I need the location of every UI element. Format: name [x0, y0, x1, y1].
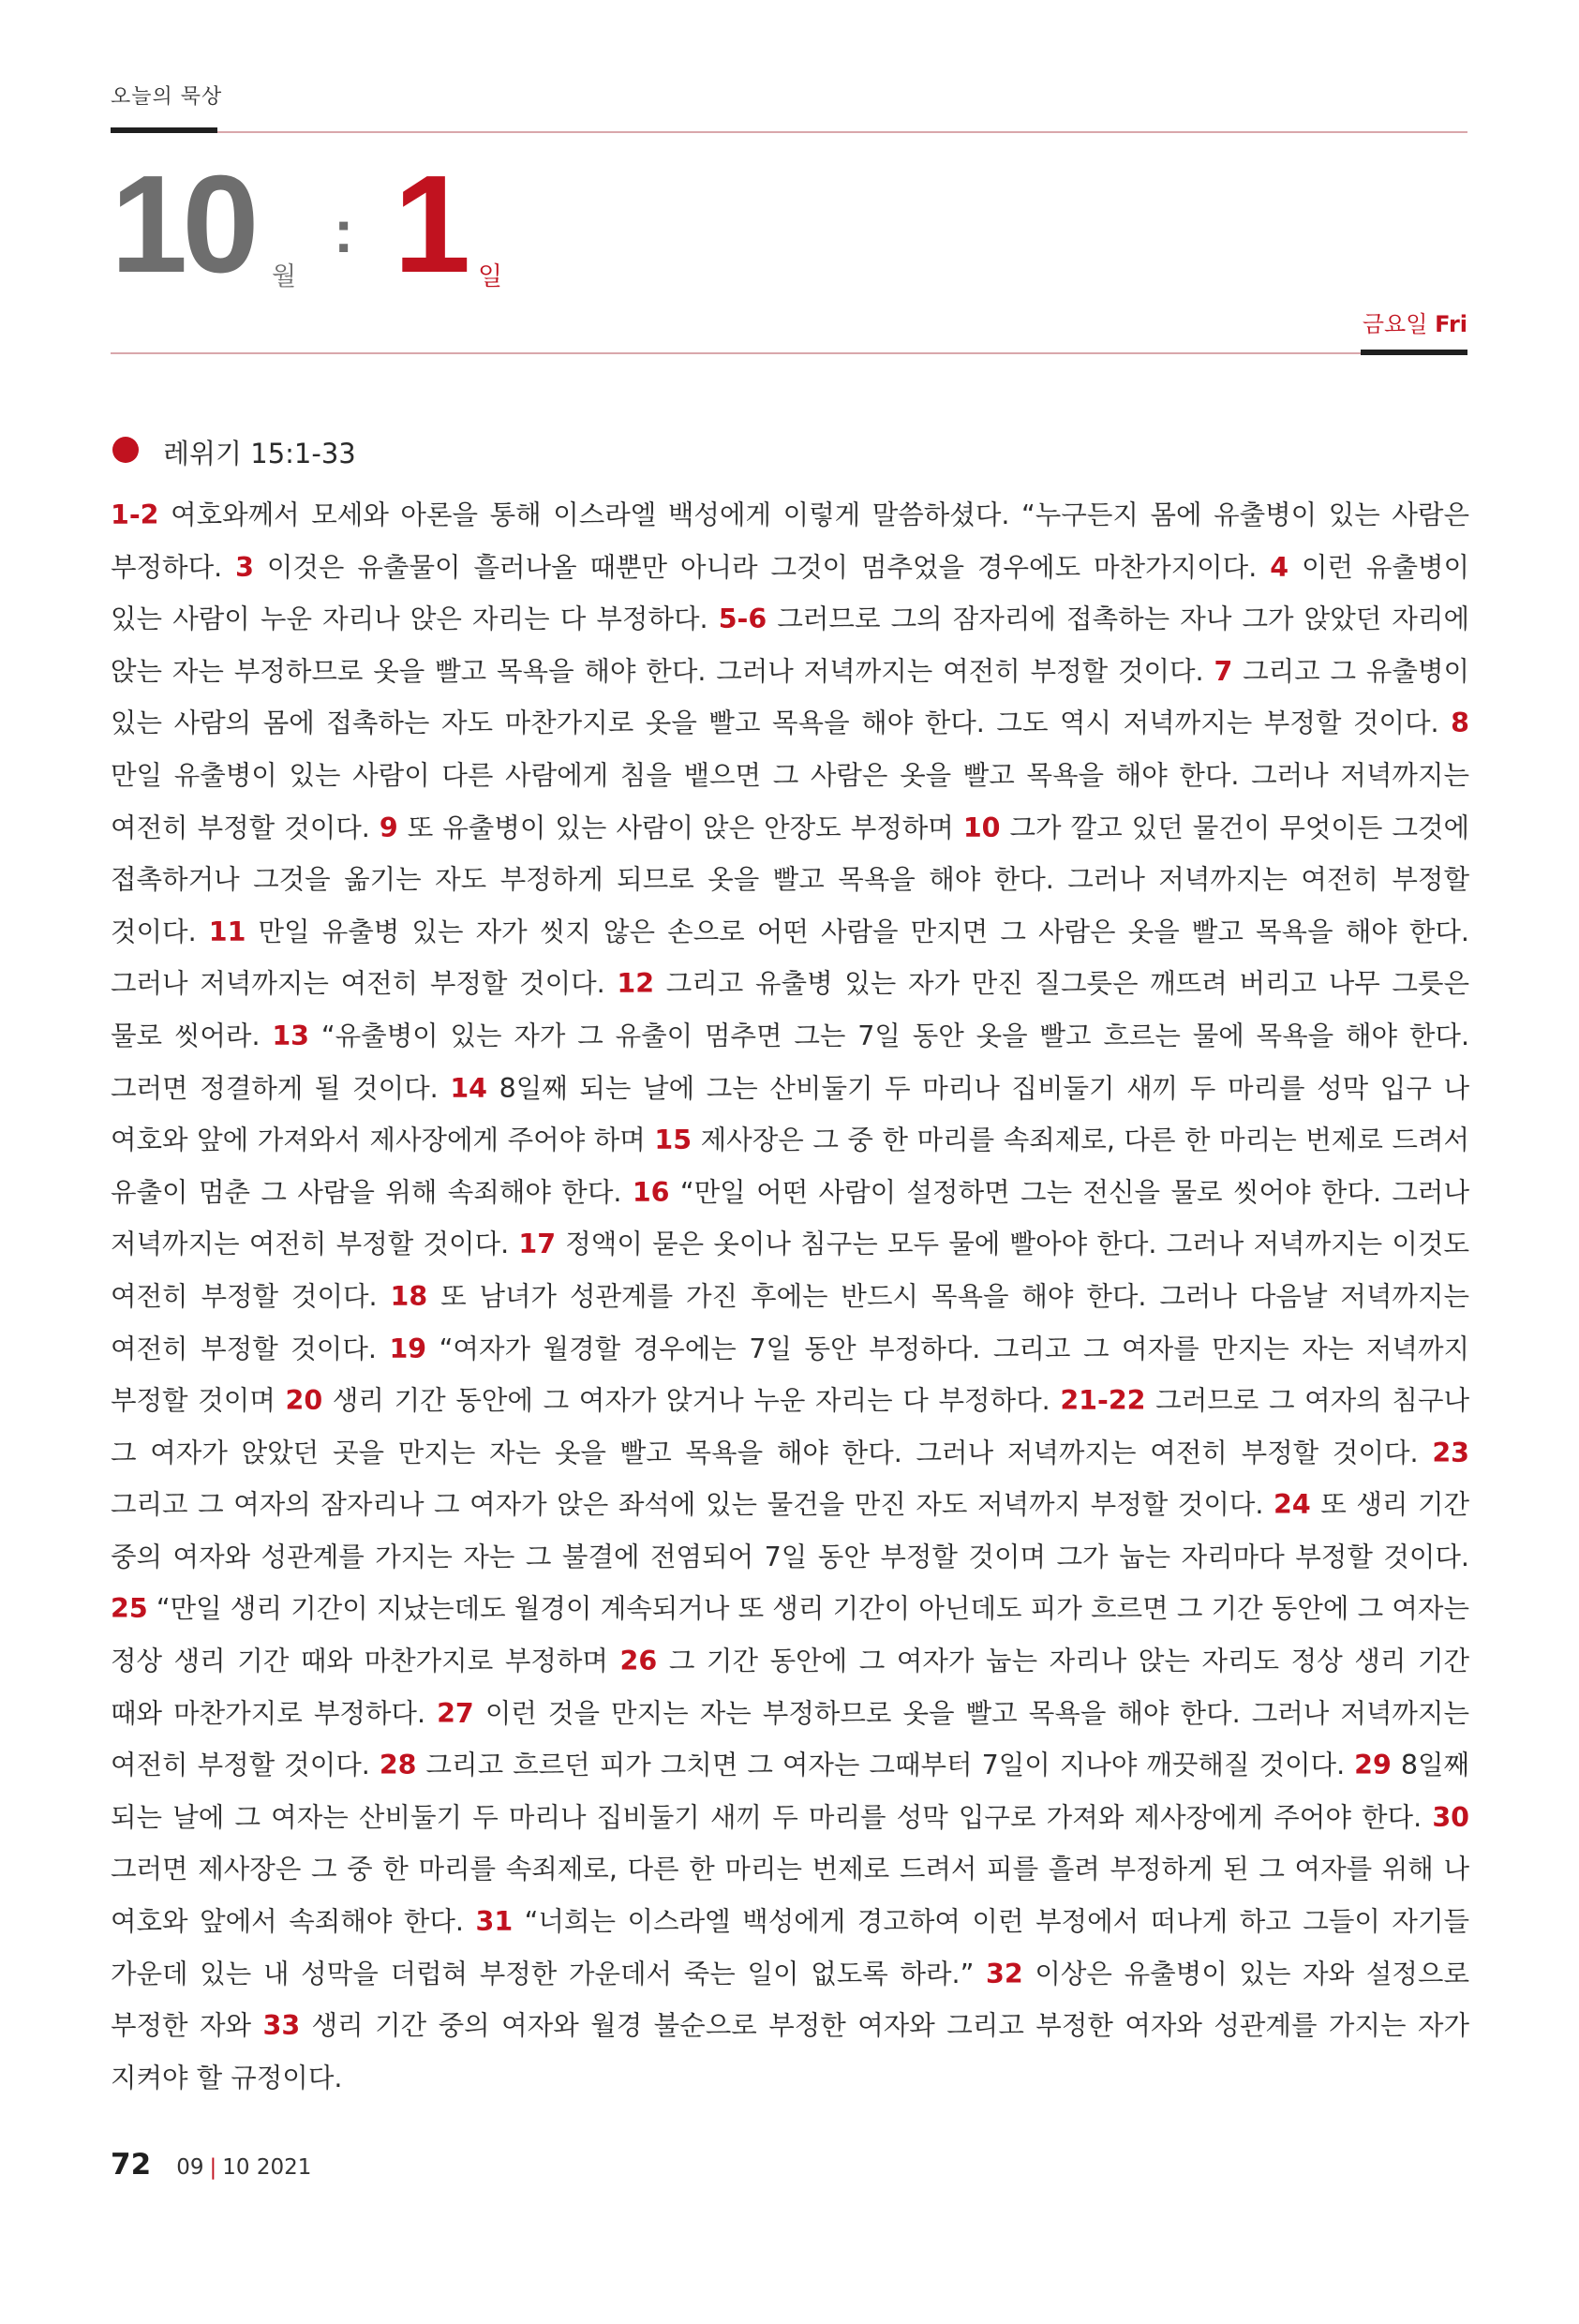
verse-number: 26 — [619, 1646, 658, 1677]
passage-reference: 레위기 15:1-33 — [163, 438, 356, 469]
verse-text: 만일 유출병이 있는 사람이 다른 사람에게 침을 뱉으면 그 사람은 옷을 빨고 목욕을 해야 한다. 그러나 저녁까지는 여전히 부정할 것이다. — [111, 759, 1469, 843]
verse-text: 그러므로 그의 잠자리에 접촉하는 자나 그가 앉았던 자리에 앉는 자는 부정하므로 옷을 빨고 목욕을 해야 한다. 그러나 저녁까지는 여전히 부정할 것이다. — [111, 603, 1469, 687]
verse-number: 16 — [632, 1176, 670, 1208]
verse-text: 8일째 되는 날에 그는 산비둘기 두 마리나 집비둘기 새끼 두 마리를 성막 입구 나 여호와 앞에 가져와서 제사장에게 주어야 하며 — [111, 1072, 1469, 1156]
verse-number: 10 — [962, 812, 1001, 843]
verse-number: 24 — [1274, 1489, 1311, 1521]
top-divider-accent — [111, 127, 217, 133]
day-unit: 일 — [478, 262, 503, 291]
month-unit: 월 — [272, 262, 297, 291]
verse-number: 29 — [1354, 1750, 1392, 1781]
verse-number: 18 — [390, 1280, 428, 1312]
date-divider — [111, 352, 1467, 354]
issue-info — [176, 2155, 311, 2180]
verse-number: 13 — [272, 1020, 310, 1051]
verse-text: 이런 것을 만지는 자는 부정하므로 옷을 빨고 목욕을 해야 한다. 그러나 저녁까지는 여전히 부정할 것이다. — [111, 1697, 1469, 1781]
verse-number: 30 — [1432, 1801, 1469, 1833]
day-number: 1 — [394, 147, 466, 302]
verse-text: 8일째 되는 날에 그 여자는 산비둘기 두 마리나 집비둘기 새끼 두 마리를 성막 입구로 가져와 제사장에게 주어야 한다. — [111, 1750, 1470, 1833]
date-colon: : — [334, 198, 354, 265]
verse-number: 23 — [1432, 1437, 1469, 1468]
verse-text: 그리고 유출병 있는 자가 만진 질그릇은 깨뜨려 버리고 나무 그릇은 물로 씻어라. — [111, 968, 1470, 1051]
verse-text: 이것은 유출물이 흘러나올 때뿐만 아니라 그것이 멈추었을 경우에도 마찬가지이다. — [266, 551, 1258, 583]
verse-text: “너희는 이스라엘 백성에게 경고하여 이런 부정에서 떠나게 하고 그들이 자기들 가운데 있는 내 성막을 더럽혀 부정한 가운데서 죽는 일이 없도록 하라.” — [111, 1906, 1470, 1989]
verse-text: 생리 기간 동안에 그 여자가 앉거나 누운 자리는 다 부정하다. — [332, 1385, 1050, 1417]
verse-number: 11 — [208, 916, 246, 947]
verse-text: 또 유출병이 있는 사람이 앉은 안장도 부정하며 — [407, 812, 954, 843]
verse-number: 25 — [111, 1593, 148, 1625]
verse-text: 또 남녀가 성관계를 가진 후에는 반드시 목욕을 해야 한다. 그러나 다음날 저녁까지는 여전히 부정할 것이다. — [111, 1280, 1469, 1364]
verse-text: 그 기간 동안에 그 여자가 눕는 자리나 앉는 자리도 정상 생리 기간 때와 마찬가지로 부정하다. — [111, 1646, 1470, 1729]
verse-number: 17 — [518, 1229, 557, 1260]
weekday-korean: 금요일 — [1362, 311, 1428, 337]
verse-number: 20 — [285, 1385, 323, 1417]
verse-number: 21-22 — [1060, 1385, 1146, 1417]
verse-number: 14 — [450, 1072, 487, 1104]
verse-number: 9 — [379, 812, 398, 843]
verse-text: 이상은 유출병이 있는 자와 설정으로 부정한 자와 — [111, 1958, 1469, 2042]
verse-text: 그러므로 그 여자의 침구나 그 여자가 앉았던 곳을 만지는 자는 옷을 빨고 목욕을 해야 한다. 그러나 저녁까지는 여전히 부정할 것이다. — [111, 1385, 1470, 1468]
weekday-label — [1363, 305, 1467, 338]
verse-text: 정액이 묻은 옷이나 침구는 모두 물에 빨아야 한다. 그러나 저녁까지는 이것도 여전히 부정할 것이다. — [111, 1229, 1469, 1312]
verse-text: 제사장은 그 중 한 마리를 속죄제로, 다른 한 마리는 번제로 드려서 유출이 멈춘 그 사람을 위해 속죄해야 한다. — [111, 1125, 1470, 1208]
page-footer — [111, 2148, 311, 2185]
verse-number: 7 — [1214, 655, 1233, 687]
month-number: 10 — [111, 147, 254, 302]
verse-number: 33 — [262, 2010, 301, 2042]
verse-text: 생리 기간 중의 여자와 월경 불순으로 부정한 여자와 그리고 부정한 여자와 성관계를 가지는 자가 지켜야 할 규정이다. — [111, 2010, 1469, 2093]
verse-text: 그리고 그 여자의 잠자리나 그 여자가 앉은 좌석에 있는 물건을 만진 자도 저녁까지 부정할 것이다. — [111, 1489, 1264, 1521]
bullet-dot-icon — [112, 437, 139, 463]
verse-text: 그리고 흐르던 피가 그치면 그 여자는 그때부터 7일이 지나야 깨끗해질 것이다. — [425, 1750, 1346, 1781]
verse-text: 또 생리 기간 중의 여자와 성관계를 가지는 자는 그 불결에 전염되어 7일 동안 부정할 것이며 그가 눕는 자리마다 부정할 것이다. — [111, 1489, 1470, 1572]
verse-text: 그러면 제사장은 그 중 한 마리를 속죄제로, 다른 한 마리는 번제로 드려서 피를 흘려 부정하게 된 그 여자를 위해 나 여호와 앞에서 속죄해야 한다. — [111, 1854, 1469, 1938]
top-divider — [111, 131, 1467, 133]
date-divider-accent — [1361, 350, 1467, 355]
verse-text: 이런 유출병이 있는 사람이 누운 자리나 앉은 자리는 다 부정하다. — [111, 551, 1470, 635]
verse-text: “만일 생리 기간이 지났는데도 월경이 계속되거나 또 생리 기간이 아닌데도 피가 흐르면 그 기간 동안에 그 여자는 정상 생리 기간 때와 마찬가지로 부정하며 — [111, 1593, 1469, 1677]
verse-number: 4 — [1270, 551, 1289, 583]
verse-number: 27 — [437, 1697, 474, 1729]
verse-number: 3 — [235, 551, 254, 583]
verse-number: 8 — [1451, 708, 1469, 739]
issue-separator: | — [209, 2155, 217, 2180]
verse-number: 5-6 — [718, 603, 767, 635]
section-title: 오늘의 묵상 — [111, 85, 223, 109]
verse-text: 여호와께서 모세와 아론을 통해 이스라엘 백성에게 이렇게 말씀하셨다. “누구든지 몸에 유출병이 있는 사람은 부정하다. — [111, 499, 1469, 583]
scripture-text — [111, 489, 1469, 2104]
verse-text: “여자가 월경할 경우에는 7일 동안 부정하다. 그리고 그 여자를 만지는 자는 저녁까지 부정할 것이며 — [111, 1333, 1470, 1417]
verse-number: 32 — [986, 1958, 1023, 1989]
verse-text: 만일 유출병 있는 자가 씻지 않은 손으로 어떤 사람을 만지면 그 사람은 옷을 빨고 목욕을 해야 한다. 그러나 저녁까지는 여전히 부정할 것이다. — [111, 916, 1469, 1000]
weekday-english: Fri — [1435, 311, 1467, 337]
verse-number: 31 — [475, 1906, 514, 1938]
verse-text: 그리고 그 유출병이 있는 사람의 몸에 접촉하는 자도 마찬가지로 옷을 빨고 목욕을 해야 한다. 그도 역시 저녁까지는 부정할 것이다. — [111, 655, 1470, 739]
verse-text: 그가 깔고 있던 물건이 무엇이든 그것에 접촉하거나 그것을 옮기는 자도 부정하게 되므로 옷을 빨고 목욕을 해야 한다. 그러나 저녁까지는 여전히 부정할 것이다. — [111, 812, 1470, 947]
verse-number: 15 — [654, 1125, 693, 1156]
verse-number: 28 — [379, 1750, 417, 1781]
verse-number: 12 — [617, 968, 655, 1000]
verse-text: “유출병이 있는 자가 그 유출이 멈추면 그는 7일 동안 옷을 빨고 흐르는 물에 목욕을 해야 한다. 그러면 정결하게 될 것이다. — [111, 1020, 1470, 1104]
verse-number: 19 — [389, 1333, 427, 1364]
page-number: 72 — [111, 2148, 152, 2182]
issue-year: 10 2021 — [222, 2155, 312, 2180]
verse-text: “만일 어떤 사람이 설정하면 그는 전신을 물로 씻어야 한다. 그러나 저녁까지는 여전히 부정할 것이다. — [111, 1176, 1469, 1260]
issue-month: 09 — [176, 2155, 204, 2180]
verse-number: 1-2 — [111, 499, 159, 530]
